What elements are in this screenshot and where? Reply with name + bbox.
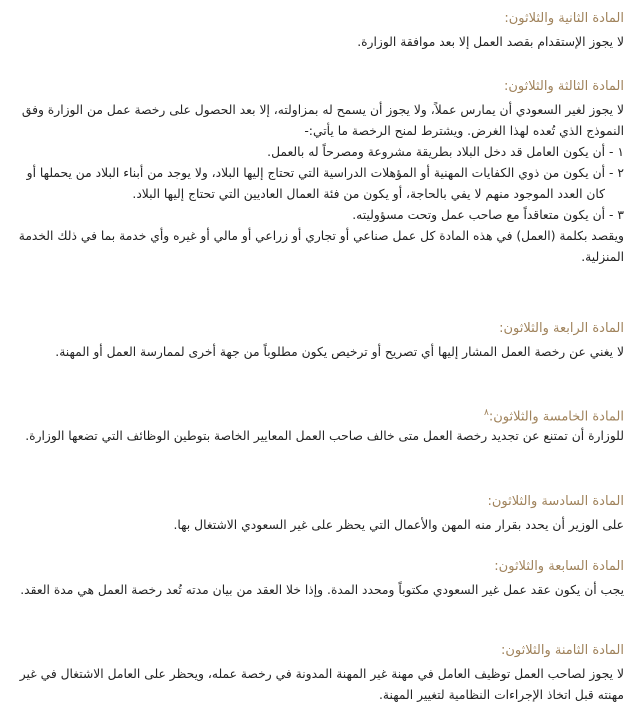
article-heading: المادة الثانية والثلاثون: bbox=[504, 11, 624, 26]
article-heading: المادة الثامنة والثلاثون: bbox=[500, 643, 624, 658]
article-35 bbox=[12, 404, 624, 447]
article-intro: لا يجوز لغير السعودي أن يمارس عملاً، ولا يجوز أن يسمح له بمزاولته، إلا بعد الحصول على رخصة عمل من الوزارة وفق النموذج الذي تُعده لهذا الغرض. ويشترط لمنح الرخصة ما يأتي:- bbox=[21, 103, 624, 138]
article-heading-text: المادة الخامسة والثلاثون: bbox=[488, 409, 624, 425]
condition-item-1 bbox=[12, 142, 624, 163]
footnote-marker: ٨ bbox=[483, 408, 489, 418]
condition-item-3 bbox=[12, 205, 624, 226]
article-body: على الوزير أن يحدد بقرار منه المهن والأعمال التي يحظر على غير السعودي الاشتغال بها. bbox=[173, 518, 624, 532]
article-32 bbox=[12, 10, 624, 53]
item-number: ٣ - bbox=[609, 208, 624, 222]
article-heading: المادة الرابعة والثلاثون: bbox=[499, 321, 624, 336]
article-36 bbox=[12, 493, 624, 536]
article-heading: المادة السابعة والثلاثون: bbox=[494, 559, 624, 574]
article-34 bbox=[12, 320, 624, 363]
article-body: يجب أن يكون عقد عمل غير السعودي مكتوباً ومحدد المدة. وإذا خلا العقد من بيان مدته تُعد رخصة العمل هي مدة العقد. bbox=[20, 583, 624, 597]
article-heading: المادة السادسة والثلاثون: bbox=[487, 494, 624, 509]
article-body: للوزارة أن تمتنع عن تجديد رخصة العمل متى خالف صاحب العمل المعايير الخاصة بتوطين الوظائف التي تضعها الوزارة. bbox=[25, 429, 624, 443]
article-33 bbox=[12, 78, 624, 268]
article-outro: ويقصد بكلمة (العمل) في هذه المادة كل عمل صناعي أو تجاري أو زراعي أو مالي أو غيره وأي خدمة بما في ذلك الخدمة المنزلية. bbox=[18, 229, 624, 264]
item-text: أن يكون من ذوي الكفايات المهنية أو المؤهلات الدراسية التي تحتاج إليها البلاد، ولا يوجد من أبناء البلاد من يحملها أو كان العدد الموجود منهم لا يفي بالحاجة، أو يكون من فئة العمال العاديين التي تحتاج إليها البلاد. bbox=[26, 166, 606, 201]
article-heading: المادة الثالثة والثلاثون: bbox=[503, 79, 624, 94]
article-body: لا يغني عن رخصة العمل المشار إليها أي تصريح أو ترخيص يكون مطلوباً من جهة أخرى لممارسة العمل أو المهنة. bbox=[55, 345, 624, 359]
item-text: أن يكون العامل قد دخل البلاد بطريقة مشروعة ومصرحاً له بالعمل. bbox=[267, 145, 606, 159]
article-heading bbox=[12, 404, 624, 425]
article-37 bbox=[12, 558, 624, 601]
article-body: لا يجوز الإستقدام بقصد العمل إلا بعد موافقة الوزارة. bbox=[357, 35, 624, 49]
item-number: ٢ - bbox=[609, 166, 624, 180]
condition-item-2 bbox=[12, 163, 624, 205]
item-number: ١ - bbox=[609, 145, 624, 159]
item-text: أن يكون متعاقداً مع صاحب عمل وتحت مسؤوليته. bbox=[352, 208, 606, 222]
article-body: لا يجوز لصاحب العمل توظيف العامل في مهنة غير المهنة المدونة في رخصة عمله، ويحظر على العامل الاشتغال في غير مهنته قبل اتخاذ الإجراءات النظامية لتغيير المهنة. bbox=[19, 667, 624, 702]
article-38 bbox=[12, 642, 624, 706]
